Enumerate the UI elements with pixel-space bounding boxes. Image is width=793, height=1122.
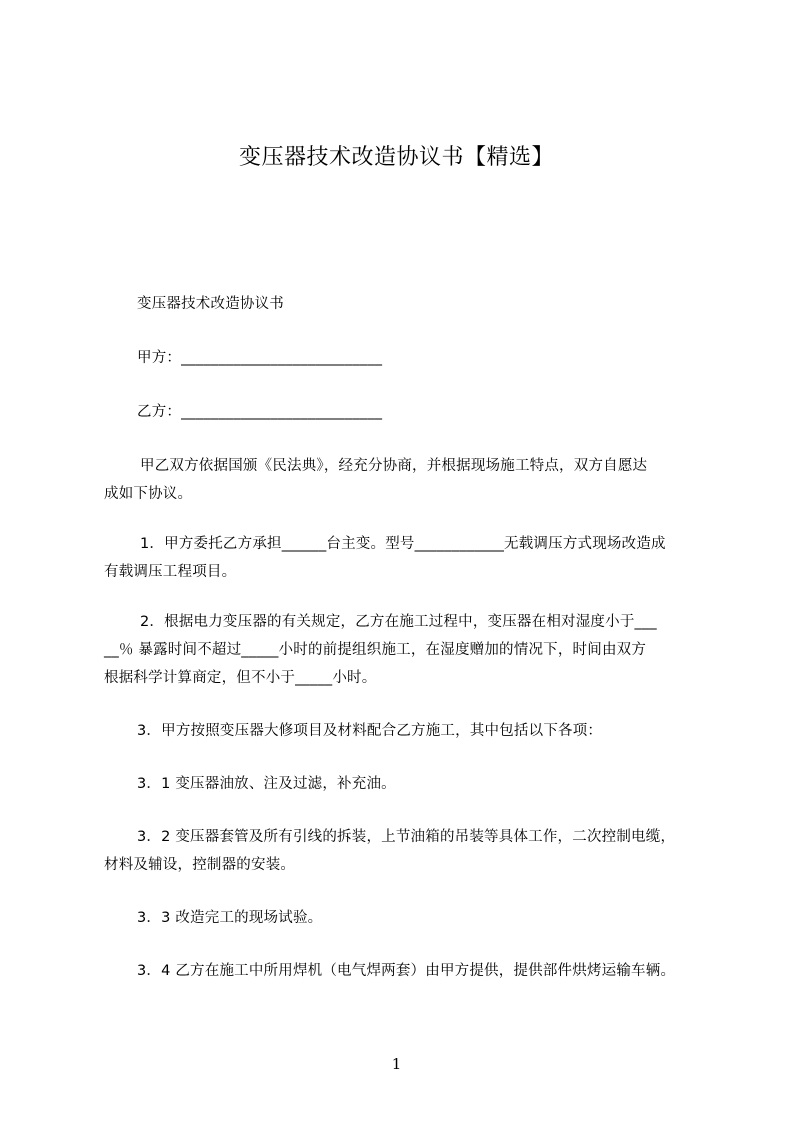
clause-3-3: 3．3 改造完工的现场试验。 — [137, 910, 323, 926]
clause-3-2-line-1: 3．2 变压器套管及所有引线的拆装，上节油箱的吊装等具体工作，二次控制电缆， — [137, 829, 676, 845]
clause-3-1: 3．1 变压器油放、注及过滤，补充油。 — [137, 776, 396, 792]
page-number: 1 — [391, 1055, 402, 1073]
party-a-line: 甲方：___________________________ — [137, 350, 383, 366]
clause-1-line-1: 1．甲方委托乙方承担______台主变。型号____________无载调压方式现场改造成 — [140, 536, 666, 552]
clause-3-2-line-2: 材料及辅设，控制器的安装。 — [104, 857, 296, 873]
subtitle: 变压器技术改造协议书 — [137, 296, 284, 312]
document-title: 变压器技术改造协议书【精选】 — [238, 145, 554, 170]
party-b-line: 乙方：___________________________ — [137, 404, 383, 420]
intro-line-1: 甲乙双方依据国颁《民法典》，经充分协商，并根据现场施工特点，双方自愿达 — [140, 458, 648, 474]
clause-2-line-3: 根据科学计算商定，但不小于_____小时。 — [104, 670, 377, 686]
clause-3-4: 3．4 乙方在施工中所用焊机（电气焊两套）由甲方提供，提供部件烘烤运输车辆。 — [137, 963, 676, 979]
intro-line-2: 成如下协议。 — [104, 486, 193, 502]
clause-2-line-2: __％ 暴露时间不超过_____小时的前提组织施工，在湿度赠加的情况下，时间由双方 — [104, 642, 647, 658]
clause-1-line-2: 有载调压工程项目。 — [104, 564, 237, 580]
clause-2-line-1: 2．根据电力变压器的有关规定，乙方在施工过程中，变压器在相对湿度小于___ — [140, 614, 657, 630]
clause-3: 3．甲方按照变压器大修项目及材料配合乙方施工，其中包括以下各项： — [137, 723, 603, 739]
